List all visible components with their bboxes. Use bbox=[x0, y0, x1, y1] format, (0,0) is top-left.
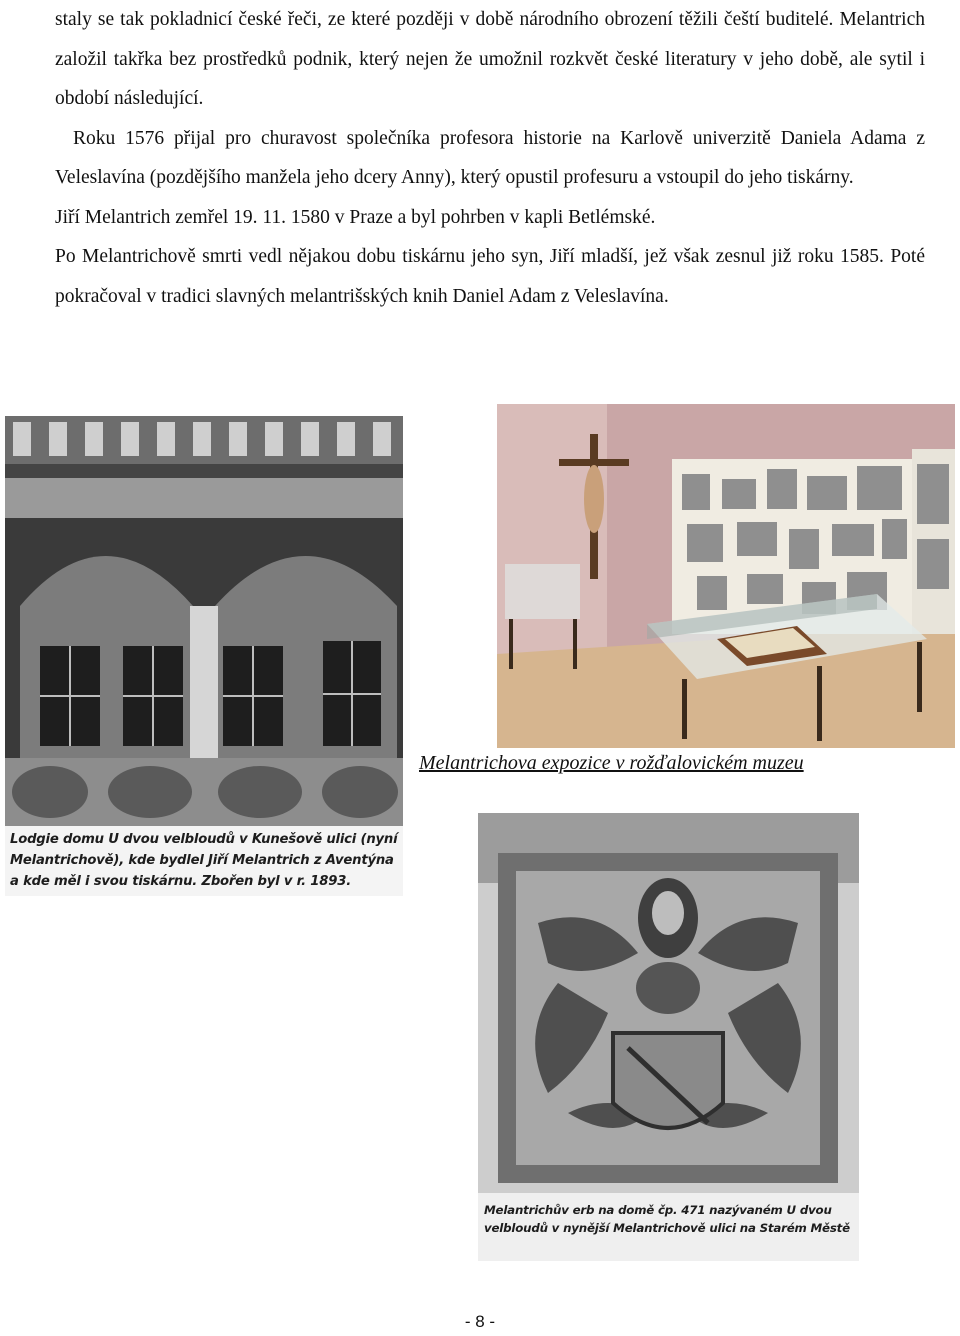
exposition-photo bbox=[497, 404, 955, 748]
exposition-caption: Melantrichova expozice v rožďalovickém muzeu bbox=[419, 752, 804, 774]
lodge-caption: Lodgie domu U dvou velbloudů v Kunešově ulici (nyní Melantrichově), kde bydlel Jiří Melantrich z Aventýna a kde měl i svou tiskárnu. Zbořen byl v r. 1893. bbox=[10, 832, 398, 889]
page-number: - 8 - bbox=[464, 1312, 496, 1331]
paragraph-1: staly se tak pokladnicí české řeči, ze které později v době národního obrození těžili čeští buditelé. Melantrich založil takřka bez prostředků podnik, který nejen že umožnil rozkvět české literatury v jeho době, ale sytil i období následující. bbox=[55, 9, 925, 109]
lodge-illustration bbox=[5, 416, 403, 896]
exposition-illustration bbox=[497, 404, 955, 748]
coat-of-arms-illustration bbox=[478, 813, 859, 1261]
coat-of-arms-photo bbox=[478, 813, 859, 1261]
paragraph-3: Jiří Melantrich zemřel 19. 11. 1580 v Praze a byl pohrben v kapli Betlémské. bbox=[55, 206, 656, 228]
paragraph-2: Roku 1576 přijal pro churavost společníka profesora historie na Karlově univerzitě Daniela Adama z Veleslavína (pozdějšího manžela jeho dcery Anny), který opustil profesuru a vstoupil do jeho tiskárny. bbox=[55, 127, 925, 188]
coat-of-arms-caption: Melantrichův erb na domě čp. 471 nazývaném U dvou velbloudů v nynější Melantrichově ulici na Starém Městě bbox=[484, 1203, 850, 1235]
lodge-photo bbox=[5, 416, 403, 896]
paragraph-4: Po Melantrichově smrti vedl nějakou dobu tiskárnu jeho syn, Jiří mladší, jež však zesnul již roku 1585. Poté pokračoval v tradici slavných melantrišských knih Daniel Adam z Veleslavína. bbox=[55, 246, 925, 307]
body-text bbox=[55, 0, 925, 316]
